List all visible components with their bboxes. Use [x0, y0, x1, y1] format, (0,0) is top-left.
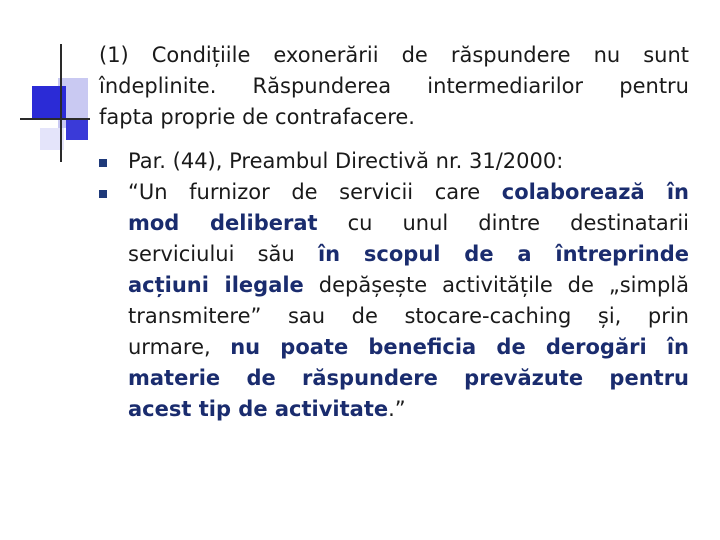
bullet-item-quote	[99, 177, 689, 425]
quote-text-segment: urmare,	[128, 335, 231, 359]
quote-line-3	[128, 239, 689, 270]
title-line-3: fapta proprie de contrafacere.	[99, 105, 415, 129]
quote-text-segment: “Un furnizor de servicii care	[128, 180, 502, 204]
quote-text-segment: serviciului său	[128, 242, 318, 266]
quote-emphasis: acest tip de activitate	[128, 397, 389, 421]
ornament-horizontal-line	[20, 118, 90, 120]
bullet-item-reference	[99, 146, 689, 177]
bullet-square-icon	[99, 159, 107, 167]
slide-ornament	[0, 0, 100, 170]
quote-text-segment: cu unul dintre destinatarii	[317, 211, 689, 235]
quote-emphasis: nu poate beneficia de derogări în	[230, 335, 689, 359]
quote-line-6	[128, 332, 689, 363]
quote-line-4	[128, 270, 689, 301]
slide-title	[99, 40, 689, 133]
quote-line-8	[128, 394, 689, 425]
quote-emphasis: în scopul de a întreprinde	[317, 242, 689, 266]
bullet-reference-text: Par. (44), Preambul Directivă nr. 31/2000:	[128, 149, 564, 173]
quote-emphasis: acțiuni ilegale	[128, 273, 304, 297]
quote-emphasis: colaborează în	[501, 180, 690, 204]
bullet-square-icon	[99, 190, 107, 198]
quote-line-5: transmitere” sau de stocare-caching și, prin	[128, 304, 689, 328]
quote-text-segment: depășește activitățile de „simplă	[303, 273, 689, 297]
quote-line-1	[128, 177, 689, 208]
title-line-1: (1) Condițiile exonerării de răspundere nu sunt	[99, 43, 689, 67]
quote-text	[128, 177, 689, 425]
quote-line-2	[128, 208, 689, 239]
bullet-list	[99, 146, 689, 425]
ornament-vertical-line	[60, 44, 62, 162]
ornament-square-small	[66, 118, 88, 140]
quote-text-segment: .”	[388, 397, 406, 421]
title-line-2: îndeplinite. Răspunderea intermediarilor pentru	[99, 74, 689, 98]
quote-line-7: materie de răspundere prevăzute pentru	[128, 366, 689, 390]
quote-emphasis: mod deliberat	[128, 211, 318, 235]
